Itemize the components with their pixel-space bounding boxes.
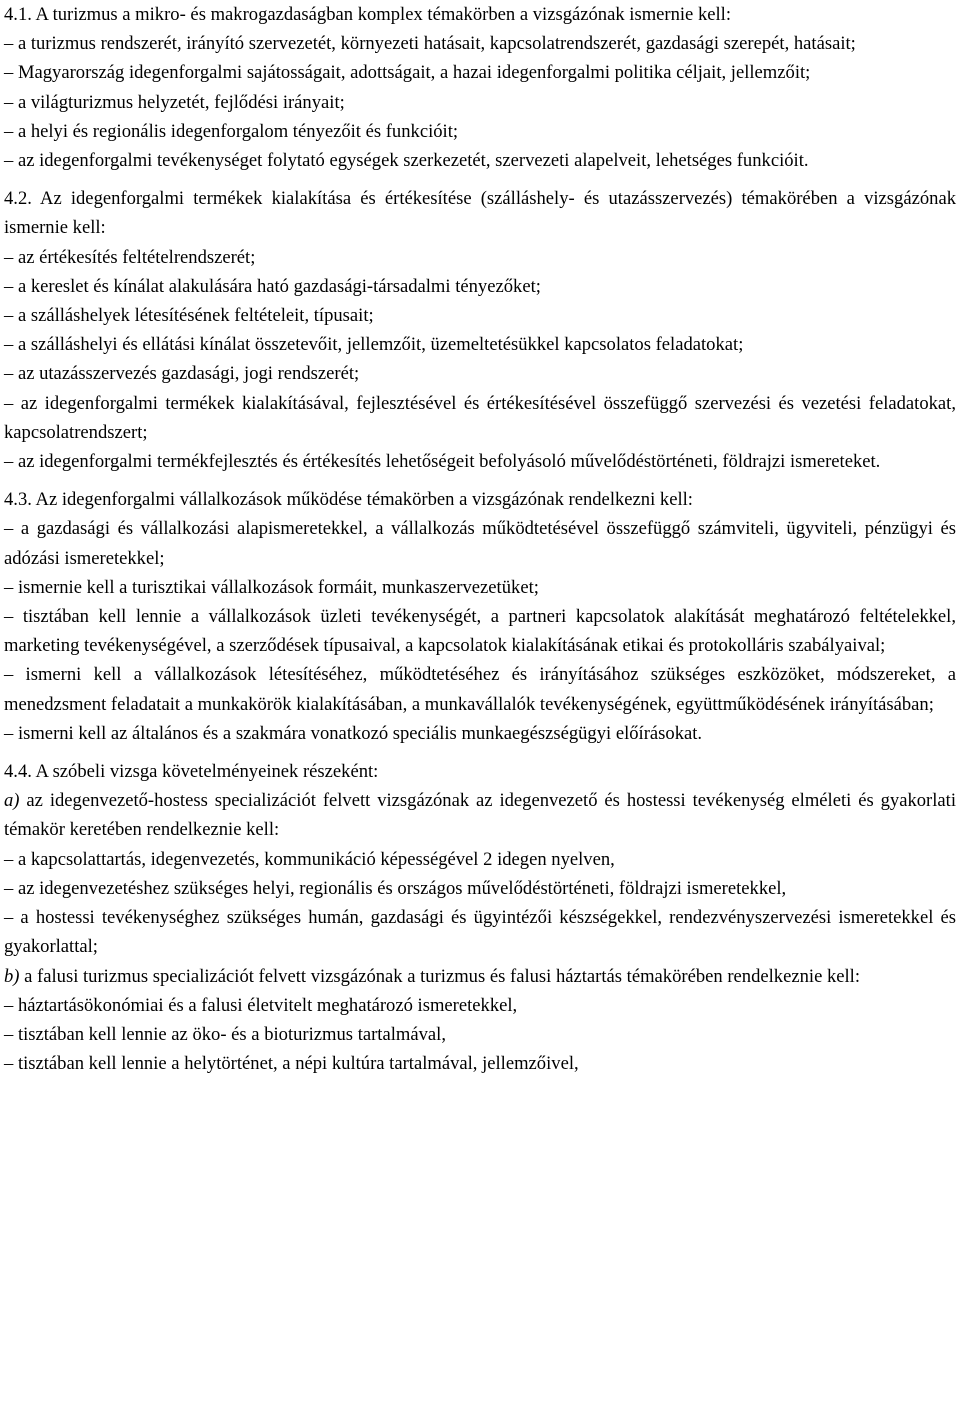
- section-4-2: [4, 184, 956, 476]
- section-heading: 4.2. Az idegenforgalmi termékek kialakítása és értékesítése (szálláshely- és utazásszervezés) témakörében a vizsgázónak ismernie kell:: [4, 188, 956, 239]
- list-item: – az idegenforgalmi termékfejlesztés és értékesítés lehetőségeit befolyásoló művelődéstörténeti, földrajzi ismereteket.: [4, 451, 881, 473]
- section-heading: 4.4. A szóbeli vizsga követelményeinek részeként:: [4, 761, 379, 783]
- list-item: – a turizmus rendszerét, irányító szervezetét, környezeti hatásait, kapcsolatrendszerét, gazdasági szerepét, hatásait;: [4, 33, 856, 55]
- list-item: – a világturizmus helyzetét, fejlődési irányait;: [4, 91, 345, 113]
- list-item: – a szálláshelyek létesítésének feltételeit, típusait;: [4, 305, 374, 327]
- list-item: – tisztában kell lennie a vállalkozások üzleti tevékenységét, a partneri kapcsolatok alakítását meghatározó feltételekkel, marketing tevékenységével, a szerződések típusaival, a kapcsolatok kialakításának etikai és protokolláris szabályaival;: [4, 606, 956, 657]
- list-item: – az idegenvezetéshez szükséges helyi, regionális és országos művelődéstörténeti, földrajzi ismeretekkel,: [4, 877, 787, 899]
- subsection-text: a falusi turizmus specializációt felvett vizsgázónak a turizmus és falusi háztartás témakörében rendelkeznie kell:: [24, 965, 861, 987]
- section-4-4: [4, 757, 956, 1078]
- list-item: – ismerni kell a vállalkozások létesítéséhez, működtetéséhez és irányításához szükséges eszközöket, módszereket, a menedzsment feladatait a munkakörök kialakításában, a munkavállalók tevékenységének, együttműködésének irányításában;: [4, 664, 956, 715]
- list-item: – tisztában kell lennie a helytörténet, a népi kultúra tartalmával, jellemzőivel,: [4, 1053, 579, 1075]
- subsection-b-intro: [4, 962, 956, 991]
- subsection-text: az idegenvezető-hostess specializációt felvett vizsgázónak az idegenvezető és hostessi tevékenység elméleti és gyakorlati témakör keretében rendelkeznie kell:: [4, 790, 956, 841]
- list-item: – az utazásszervezés gazdasági, jogi rendszerét;: [4, 363, 360, 385]
- list-item: – a hostessi tevékenységhez szükséges humán, gazdasági és ügyintézői készségekkel, rendezvényszervezési ismeretekkel és gyakorlattal;: [4, 907, 956, 958]
- subsection-a-intro: [4, 786, 956, 844]
- list-item: – az idegenforgalmi termékek kialakításával, fejlesztésével és értékesítésével összefüggő szervezési és vezetési feladatokat, kapcsolatrendszert;: [4, 392, 956, 443]
- list-item: – ismernie kell a turisztikai vállalkozások formáit, munkaszervezetüket;: [4, 576, 539, 598]
- list-item: – a kapcsolattartás, idegenvezetés, kommunikáció képességével 2 idegen nyelven,: [4, 848, 615, 870]
- list-item: – a kereslet és kínálat alakulására ható gazdasági-társadalmi tényezőket;: [4, 275, 541, 297]
- subsection-marker: a): [4, 790, 20, 812]
- list-item: – háztartásökonómiai és a falusi életvitelt meghatározó ismeretekkel,: [4, 994, 518, 1016]
- list-item: – Magyarország idegenforgalmi sajátosságait, adottságait, a hazai idegenforgalmi politika céljait, jellemzőit;: [4, 62, 811, 84]
- list-item: – az idegenforgalmi tevékenységet folytató egységek szerkezetét, szervezeti alapelveit, lehetséges funkcióit.: [4, 150, 809, 172]
- list-item: – tisztában kell lennie az öko- és a bioturizmus tartalmával,: [4, 1023, 446, 1045]
- list-item: – a helyi és regionális idegenforgalom tényezőit és funkcióit;: [4, 120, 459, 142]
- list-item: – az értékesítés feltételrendszerét;: [4, 246, 256, 268]
- list-item: – a gazdasági és vállalkozási alapismeretekkel, a vállalkozás működtetésével összefüggő számviteli, ügyviteli, pénzügyi és adózási ismeretekkel;: [4, 518, 956, 569]
- section-4-3: [4, 485, 956, 748]
- subsection-marker: b): [4, 965, 20, 987]
- list-item: – a szálláshelyi és ellátási kínálat összetevőit, jellemzőit, üzemeltetésükkel kapcsolatos feladatokat;: [4, 334, 744, 356]
- list-item: – ismerni kell az általános és a szakmára vonatkozó speciális munkaegészségügyi előírásokat.: [4, 722, 703, 744]
- section-heading: 4.1. A turizmus a mikro- és makrogazdaságban komplex témakörben a vizsgázónak ismernie kell:: [4, 4, 732, 25]
- section-4-1: [4, 0, 956, 175]
- section-heading: 4.3. Az idegenforgalmi vállalkozások működése témakörben a vizsgázónak rendelkezni kell:: [4, 489, 693, 511]
